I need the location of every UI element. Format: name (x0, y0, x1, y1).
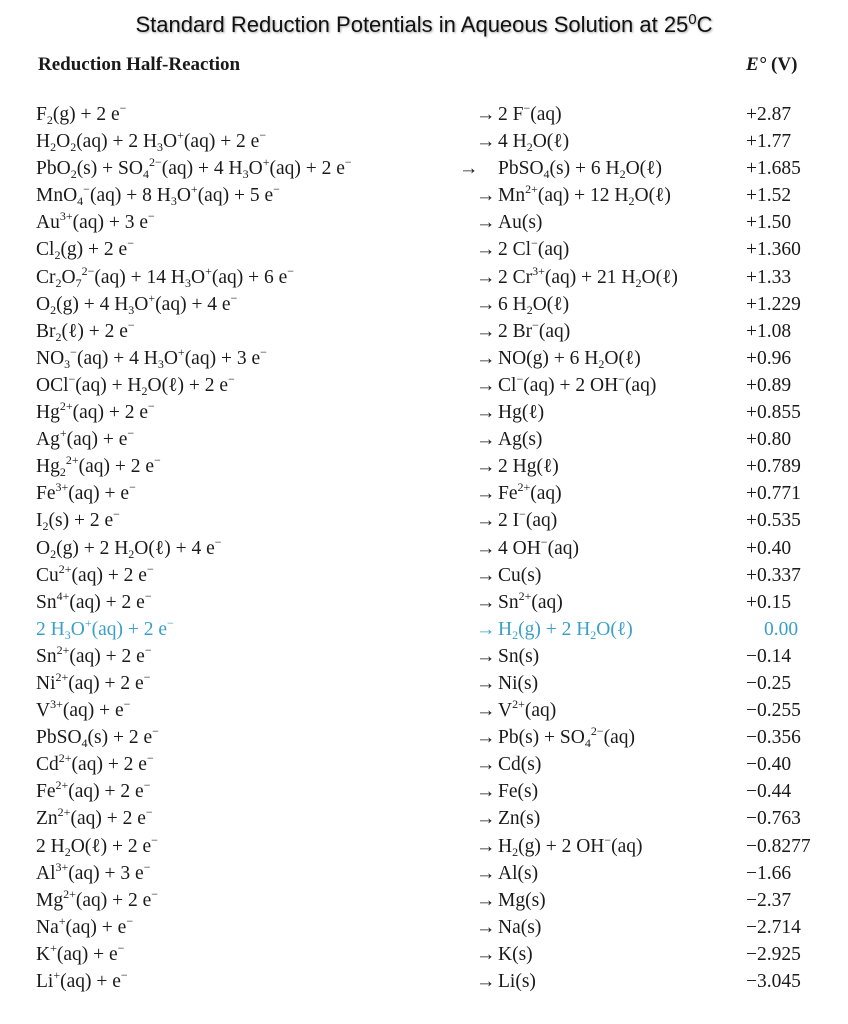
reactants-cell: $Ni^{2+}(aq) + 2$ e− (36, 669, 151, 694)
arrow-icon: → (476, 320, 496, 342)
potential-value: −0.40 (746, 754, 792, 776)
products-cell: Cd(s) (498, 754, 542, 776)
reactants-cell: $Mg^{2+}(aq) + 2$ e− (36, 886, 159, 911)
title-degree-superscript: 0 (688, 11, 697, 28)
reactants-cell: 2 $H_2O(\ell) + 2$ e− (36, 832, 158, 859)
products-cell: Sn(s) (498, 645, 540, 667)
table-row (0, 534, 848, 565)
reactants-cell: $PbO_2(s) + SO_4^{2-}(aq) + 4$ $H_3O^+(aq) + 2$ e− (36, 155, 352, 182)
table-row (0, 588, 848, 619)
arrow-icon: → (476, 754, 496, 776)
table-row (0, 209, 848, 239)
table-row (0, 426, 848, 456)
products-cell: Cu(s) (498, 564, 542, 586)
products-cell: 2 I−(aq) (498, 507, 558, 532)
arrow-icon: → (476, 104, 496, 125)
potential-value: −2.714 (746, 916, 801, 938)
arrow-icon: → (476, 889, 496, 911)
table-row (0, 751, 848, 781)
reactants-cell: $Cu^{2+}(aq) + 2$ e− (36, 561, 154, 586)
products-cell: Ni(s) (498, 672, 539, 694)
products-cell: Zn(s) (498, 808, 541, 830)
reactants-cell: $Hg^{2+}(aq) + 2$ e− (36, 399, 155, 424)
products-cell: Al(s) (498, 862, 539, 884)
reactants-cell: Li+(aq) + e− (36, 968, 128, 992)
reactants-cell: 2 $H_3O^+(aq) + 2$ e− (36, 615, 174, 642)
table-row (0, 371, 848, 402)
reactants-cell: $NO_3^-(aq) + 4$ $H_3O^+(aq) + 3$ e− (36, 344, 267, 371)
table-row (0, 968, 848, 998)
arrow-icon: → (476, 483, 496, 505)
table-row (0, 399, 848, 429)
potential-value: +0.15 (746, 591, 792, 613)
arrow-icon: → (476, 835, 496, 857)
reactants-cell: $Al^{3+}(aq) + 3$ e− (36, 859, 151, 884)
reactants-cell: $I_2(s) + 2$ e− (36, 507, 120, 534)
arrow-icon: → (476, 700, 496, 722)
arrow-icon: → (459, 158, 479, 180)
potential-value: +1.52 (746, 185, 792, 207)
reactants-cell: $Sn^{2+}(aq) + 2$ e− (36, 642, 152, 667)
table-row (0, 778, 848, 808)
products-cell: Cl−(aq) + 2 OH−(aq) (498, 371, 657, 396)
potential-value: +0.771 (746, 483, 801, 505)
products-cell: 6 $H_2O(\ell)$ (498, 293, 570, 317)
table-row (0, 669, 848, 700)
column-header-potential (746, 54, 797, 76)
products-cell: 4 OH−(aq) (498, 534, 579, 559)
reactants-cell: $Br_2(\ell) + 2$ e− (36, 317, 135, 344)
potential-value: −0.8277 (746, 835, 811, 857)
arrow-icon: → (476, 971, 496, 992)
products-cell: $H_2(g) + 2$ OH−(aq) (498, 832, 643, 859)
table-row (0, 886, 848, 917)
arrow-icon: → (476, 591, 496, 613)
potential-value: −2.37 (746, 889, 792, 911)
table-row (0, 642, 848, 673)
products-cell: 2 Br−(aq) (498, 317, 571, 342)
table-row (0, 940, 848, 971)
table-row (0, 317, 848, 348)
reactants-cell: $Sn^{4+}(aq) + 2$ e− (36, 588, 152, 613)
reactants-cell: $Cr_2O_7^{2-}(aq) + 14$ $H_3O^+(aq) + 6$ e− (36, 263, 295, 290)
products-cell: $Fe^{2+}(aq)$ (498, 480, 562, 505)
reactants-cell: $Zn^{2+}(aq) + 2$ e− (36, 805, 153, 830)
potential-value: −3.045 (746, 971, 801, 992)
arrow-icon: → (476, 212, 496, 234)
table-row (0, 561, 848, 592)
page-title (0, 12, 848, 38)
potential-value: +1.33 (746, 266, 792, 288)
reactants-cell: $V^{3+}(aq) + e^-$ (36, 697, 131, 722)
products-cell: Li(s) (498, 971, 536, 992)
arrow-icon: → (476, 429, 496, 451)
arrow-icon: → (476, 916, 496, 938)
arrow-icon: → (476, 402, 496, 424)
table-row (0, 913, 848, 944)
products-cell: Fe(s) (498, 781, 539, 803)
table-row (0, 290, 848, 321)
arrow-icon: → (476, 618, 496, 640)
potential-value: −0.255 (746, 700, 801, 722)
table-row (0, 128, 848, 158)
potential-value: 0.00 (764, 618, 799, 640)
potential-value: +0.855 (746, 402, 801, 424)
arrow-icon: → (476, 185, 496, 207)
reactants-cell: $H_2O_2(aq) + 2$ $H_3O^+(aq) + 2$ e− (36, 128, 267, 155)
potential-value: +0.89 (746, 374, 792, 396)
arrow-icon: → (476, 266, 496, 288)
table-row (0, 155, 848, 185)
potential-value: +1.360 (746, 239, 801, 261)
arrow-icon: → (476, 808, 496, 830)
potential-value: −0.356 (746, 727, 801, 749)
table-row-reference-electrode (0, 615, 848, 646)
arrow-icon: → (476, 131, 496, 153)
reactants-cell: $Hg_2^{2+}(aq) + 2$ e− (36, 453, 161, 480)
arrow-icon: → (476, 510, 496, 532)
arrow-icon: → (476, 456, 496, 478)
table-row (0, 182, 848, 212)
table-row (0, 859, 848, 890)
potential-unit: (V) (771, 54, 798, 75)
products-cell: Ag(s) (498, 429, 543, 451)
potential-value: +1.77 (746, 131, 792, 153)
reactants-cell: $O_2(g) + 2$ $H_2O(\ell) + 4$ e− (36, 534, 222, 561)
potential-value: +0.337 (746, 564, 801, 586)
potential-value: +0.80 (746, 429, 792, 451)
products-cell: 4 $H_2O(\ell)$ (498, 131, 570, 155)
reactants-cell: $F_2(g) + 2$ e− (36, 101, 127, 127)
table-row (0, 805, 848, 835)
potential-value: +2.87 (746, 104, 792, 125)
reactants-cell: $Cd^{2+}(aq) + 2$ e− (36, 751, 154, 776)
products-cell: 2 Cl−(aq) (498, 236, 570, 261)
column-header-half-reaction: Reduction Half-Reaction (38, 54, 241, 75)
products-cell: Hg(ℓ) (498, 402, 545, 424)
reduction-table (0, 101, 848, 998)
products-cell: $Sn^{2+}(aq)$ (498, 588, 563, 613)
potential-value: +1.50 (746, 212, 792, 234)
table-row (0, 832, 848, 863)
table-row (0, 480, 848, 510)
table-row (0, 453, 848, 483)
table-row (0, 101, 848, 131)
title-text: Standard Reduction Potentials in Aqueous Solution at 25 (135, 12, 689, 37)
products-cell: Au(s) (498, 212, 543, 234)
potential-symbol: E° (746, 54, 767, 75)
reactants-cell: Ag+(aq) + e− (36, 426, 135, 451)
arrow-icon: → (476, 862, 496, 884)
products-cell: 2 Hg(ℓ) (498, 456, 559, 478)
arrow-icon: → (476, 943, 496, 965)
arrow-icon: → (476, 374, 496, 396)
reactants-cell: MnO$_4$−(aq) + 8 $H_3O^+(aq) + 5$ e− (36, 182, 280, 209)
reactants-cell: $Fe^{2+}(aq) + 2$ e− (36, 778, 151, 803)
potential-value: −0.14 (746, 645, 792, 667)
products-cell: $Mn^{2+}(aq) + 12$ $H_2O(\ell)$ (498, 182, 671, 209)
products-cell: NO(g) + 6 $H_2O(\ell)$ (498, 347, 641, 371)
reactants-cell: Na+(aq) + e− (36, 913, 134, 938)
reactants-cell: K+(aq) + e− (36, 940, 125, 965)
products-cell: $Pb(s) + SO_4^{2-}(aq)$ (498, 724, 636, 751)
potential-value: −2.925 (746, 943, 801, 965)
potential-value: +0.535 (746, 510, 801, 532)
products-cell: 2 $Cr^{3+}(aq) + 21$ $H_2O(\ell)$ (498, 263, 678, 290)
reactants-cell: $Fe^{3+}(aq) + e^-$ (36, 480, 136, 505)
table-row (0, 344, 848, 375)
reactants-cell: $OCl^-(aq) + H_2O(\ell) + 2$ e− (36, 371, 235, 398)
arrow-icon: → (476, 347, 496, 369)
table-row (0, 263, 848, 294)
reactants-cell: $O_2(g) + 4$ $H_3O^+(aq) + 4$ e− (36, 290, 238, 317)
potential-value: −1.66 (746, 862, 792, 884)
reactants-cell: $Cl_2(g) + 2$ e− (36, 236, 134, 263)
arrow-icon: → (476, 239, 496, 261)
table-row (0, 236, 848, 266)
potential-value: +0.40 (746, 537, 792, 559)
potential-value: +1.08 (746, 320, 792, 342)
arrow-icon: → (476, 645, 496, 667)
products-cell: PbSO$_4$(s) + 6 $H_2O(\ell)$ (498, 158, 662, 182)
potential-value: +0.96 (746, 347, 792, 369)
potential-value: +1.685 (746, 158, 801, 180)
table-row (0, 697, 848, 727)
reactants-cell: PbSO$_4$(s) + 2 e− (36, 724, 159, 751)
products-cell: Na(s) (498, 916, 542, 938)
arrow-icon: → (476, 672, 496, 694)
products-cell: $V^{2+}(aq)$ (498, 697, 557, 722)
arrow-icon: → (476, 293, 496, 315)
arrow-icon: → (476, 564, 496, 586)
products-cell: $H_2(g) + 2$ $H_2O(\ell)$ (498, 618, 633, 642)
products-cell: 2 F−(aq) (498, 101, 562, 125)
arrow-icon: → (476, 727, 496, 749)
products-cell: K(s) (498, 943, 533, 965)
potential-value: +1.229 (746, 293, 801, 315)
table-row (0, 507, 848, 537)
products-cell: Mg(s) (498, 889, 546, 911)
title-unit: C (696, 12, 713, 37)
arrow-icon: → (476, 537, 496, 559)
potential-value: +0.789 (746, 456, 801, 478)
reactants-cell: $Au^{3+}(aq) + 3$ e− (36, 209, 155, 234)
table-row (0, 724, 848, 754)
potential-value: −0.763 (746, 808, 801, 830)
potential-value: −0.25 (746, 672, 792, 694)
potential-value: −0.44 (746, 781, 792, 803)
arrow-icon: → (476, 781, 496, 803)
